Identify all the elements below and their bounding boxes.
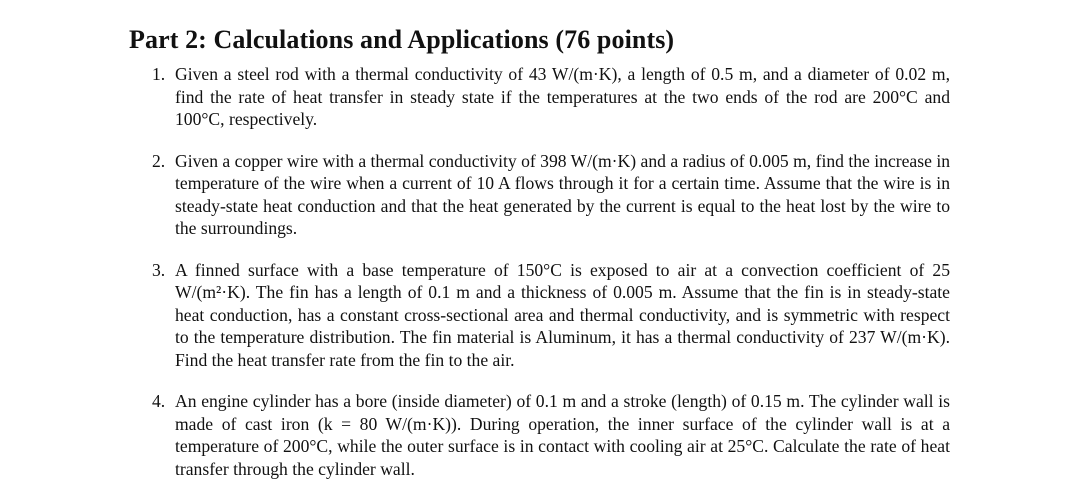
question-number: 2. [152, 150, 166, 171]
section-title: Part 2: Calculations and Applications (76 points) [129, 25, 675, 54]
question-1 [130, 63, 950, 131]
question-text: Given a steel rod with a thermal conductivity of 43 W/(m·K), a length of 0.5 m, and a diameter of 0.02 m, find the rate of heat transfer in steady state if the temperatures at the two ends of the rod are 200°C and 100°C, respectively. [175, 64, 950, 129]
question-text: An engine cylinder has a bore (inside diameter) of 0.1 m and a stroke (length) of 0.15 m. The cylinder wall is made of cast iron (k = 80 W/(m·K)). During operation, the inner surface of the cylinder wall is at a temperature of 200°C, while the outer surface is in contact with cooling air at 25°C. Calculate the rate of heat transfer through the cylinder wall. [175, 391, 950, 479]
question-2 [130, 150, 950, 240]
question-4 [130, 390, 950, 480]
question-3 [130, 259, 950, 372]
question-text: Given a copper wire with a thermal conductivity of 398 W/(m·K) and a radius of 0.005 m, find the increase in temperature of the wire when a current of 10 A flows through it for a certain time. Assume that the wire is in steady-state heat conduction and that the heat generated by the current is equal to the heat lost by the wire to the surroundings. [175, 150, 950, 238]
question-number: 4. [152, 391, 166, 411]
question-number: 1. [152, 64, 166, 84]
question-list [130, 63, 950, 499]
question-number: 3. [152, 259, 166, 280]
question-text: A finned surface with a base temperature of 150°C is exposed to air at a convection coefficient of 25 W/(m²·K). The fin has a length of 0.1 m and a thickness of 0.005 m. Assume that the fin is in steady-state heat conduction, has a constant cross-sectional area and thermal conductivity, and is symmetric with respect to the temperature distribution. The fin material is Aluminum, it has a thermal conductivity of 237 W/(m·K). Find the heat transfer rate from the fin to the air. [175, 259, 950, 370]
